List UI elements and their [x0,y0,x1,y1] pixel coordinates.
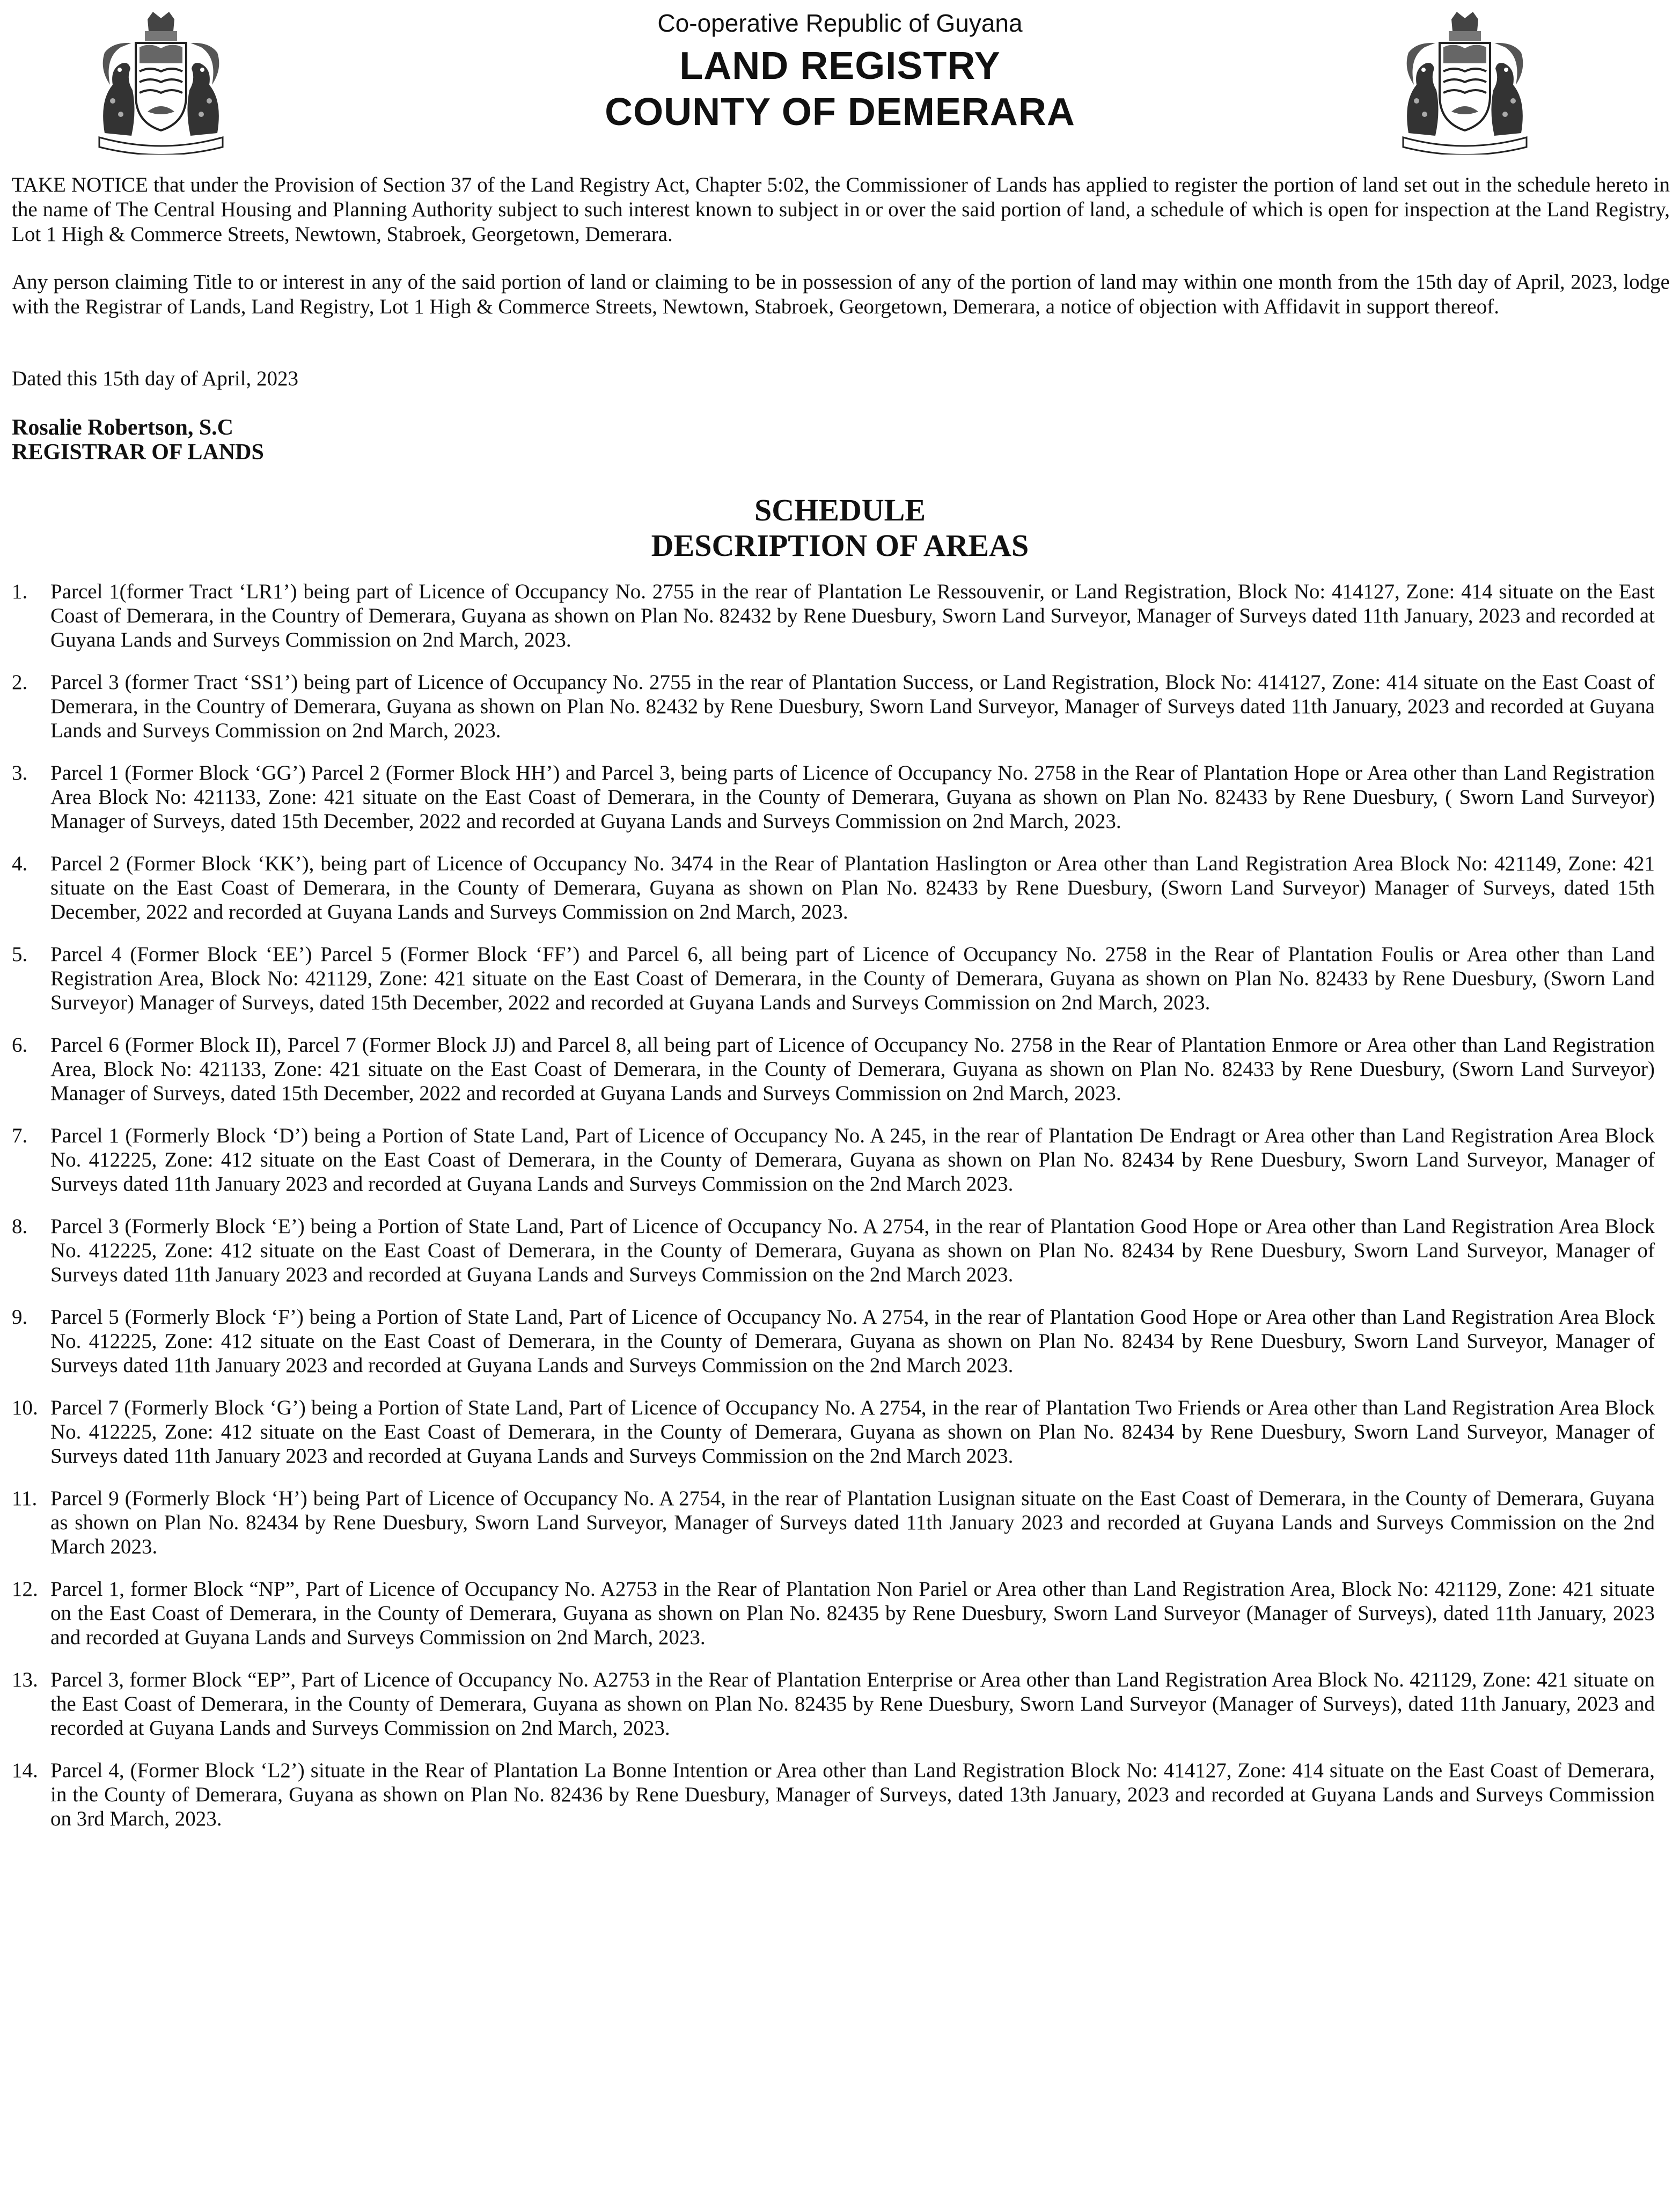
item-number: 2. [12,671,28,694]
item-number: 4. [12,852,28,875]
schedule-item [0,1305,1655,1377]
item-number: 8. [12,1215,28,1238]
notice-paragraph-2: Any person claiming Title to or interest in any of the said portion of land or claiming to be in possession of any of the portion of land may within one month from the 15th day of April, 2023, lodge with the Registrar of Lands, Land Registry, Lot 1 High & Commerce Streets, Newtown, Stabroek, Georgetown, Demerara, a notice of objection with Affidavit in support thereof. [12,270,1670,318]
registry-heading: LAND REGISTRY [679,45,1001,87]
coat-of-arms-right-image [1392,10,1537,155]
county-heading: COUNTY OF DEMERARA [605,91,1075,134]
schedule-item [0,1214,1655,1287]
schedule-item [0,942,1655,1015]
item-text: Parcel 1(former Tract ‘LR1’) being part of Licence of Occupancy No. 2755 in the rear of Plantation Le Ressouvenir, or Land Registration, Block No: 414127, Zone: 414 situate on the East Coast of Demerara, in the Country of Demerara, Guyana as shown on Plan No. 82432 by Rene Duesbury, Sworn Land Surveyor, Manager of Surveys dated 11th January, 2023 and recorded at Guyana Lands and Surveys Commission on 2nd March, 2023. [50,580,1655,651]
schedule-item [0,1396,1655,1468]
item-number: 14. [12,1759,38,1782]
item-number: 6. [12,1033,28,1057]
item-text: Parcel 3 (former Tract ‘SS1’) being part of Licence of Occupancy No. 2755 in the rear of Plantation Success, or Land Registration, Block No: 414127, Zone: 414 situate on the East Coast of Demerara, in the Country of Demerara, Guyana as shown on Plan No. 82432 by Rene Duesbury, Sworn Land Surveyor, Manager of Surveys dated 11th January, 2023 and recorded at Guyana Lands and Surveys Commission on 2nd March, 2023. [50,671,1655,742]
item-number: 13. [12,1668,38,1691]
signer-title: REGISTRAR OF LANDS [12,440,264,465]
schedule-item [0,1124,1655,1196]
item-text: Parcel 1 (Former Block ‘GG’) Parcel 2 (Former Block HH’) and Parcel 3, being parts of Licence of Occupancy No. 2758 in the Rear of Plantation Hope or Area other than Land Registration Area Block No: 421133, Zone: 421 situate on the East Coast of Demerara, in the County of Demerara, Guyana as shown on Plan No. 82433 by Rene Duesbury, ( Sworn Land Surveyor) Manager of Surveys, dated 15th December, 2022 and recorded at Guyana Lands and Surveys Commission on 2nd March, 2023. [50,761,1655,833]
item-text: Parcel 1 (Formerly Block ‘D’) being a Portion of State Land, Part of Licence of Occupancy No. A 245, in the rear of Plantation De Endragt or Area other than Land Registration Area Block No. 412225, Zone: 412 situate on the East Coast of Demerara, in the County of Demerara, Guyana as shown on Plan No. 82434 by Rene Duesbury, Sworn Land Surveyor, Manager of Surveys dated 11th January 2023 and recorded at Guyana Lands and Surveys Commission on the 2nd March 2023. [50,1124,1655,1195]
schedule-list [0,580,1680,1849]
notice-paragraph-1: TAKE NOTICE that under the Provision of Section 37 of the Land Registry Act, Chapter 5:02, the Commissioner of Lands has applied to register the portion of land set out in the schedule hereto in the name of The Central Housing and Planning Authority subject to such interest known to subject in or over the said portion of land, a schedule of which is open for inspection at the Land Registry, Lot 1 High & Commerce Streets, Newtown, Stabroek, Georgetown, Demerara. [12,173,1670,246]
schedule-item [0,1486,1655,1559]
item-text: Parcel 4, (Former Block ‘L2’) situate in the Rear of Plantation La Bonne Intention or Area other than Land Registration Block No: 414127, Zone: 414 situate on the East Coast of Demerara, in the County of Demerara, Guyana as shown on Plan No. 82436 by Rene Duesbury, Manager of Surveys, dated 13th January, 2023 and recorded at Guyana Lands and Surveys Commission on 3rd March, 2023. [50,1759,1655,1830]
item-text: Parcel 5 (Formerly Block ‘F’) being a Portion of State Land, Part of Licence of Occupancy No. A 2754, in the rear of Plantation Good Hope or Area other than Land Registration Area Block No. 412225, Zone: 412 situate on the East Coast of Demerara, in the County of Demerara, Guyana as shown on Plan No. 82434 by Rene Duesbury, Sworn Land Surveyor, Manager of Surveys dated 11th January 2023 and recorded at Guyana Lands and Surveys Commission on the 2nd March 2023. [50,1305,1655,1377]
item-text: Parcel 7 (Formerly Block ‘G’) being a Portion of State Land, Part of Licence of Occupancy No. A 2754, in the rear of Plantation Two Friends or Area other than Land Registration Area Block No. 412225, Zone: 412 situate on the East Coast of Demerara, in the County of Demerara, Guyana as shown on Plan No. 82434 by Rene Duesbury, Sworn Land Surveyor, Manager of Surveys dated 11th January 2023 and recorded at Guyana Lands and Surveys Commission on the 2nd March 2023. [50,1396,1655,1468]
item-text: Parcel 6 (Former Block II), Parcel 7 (Former Block JJ) and Parcel 8, all being part of Licence of Occupancy No. 2758 in the Rear of Plantation Enmore or Area other than Land Registration Area, Block No: 421133, Zone: 421 situate on the East Coast of Demerara, in the County of Demerara, Guyana as shown on Plan No. 82433 by Rene Duesbury, (Sworn Land Surveyor) Manager of Surveys, dated 15th December, 2022 and recorded at Guyana Lands and Surveys Commission on 2nd March, 2023. [50,1033,1655,1105]
item-text: Parcel 2 (Former Block ‘KK’), being part of Licence of Occupancy No. 3474 in the Rear of Plantation Haslington or Area other than Land Registration Area Block No: 421149, Zone: 421 situate on the East Coast of Demerara, in the County of Demerara, Guyana as shown on Plan No. 82433 by Rene Duesbury, (Sworn Land Surveyor) Manager of Surveys, dated 15th December, 2022 and recorded at Guyana Lands and Surveys Commission on 2nd March, 2023. [50,852,1655,923]
schedule-subtitle: DESCRIPTION OF AREAS [651,528,1029,563]
coat-of-arms-right [1392,10,1537,155]
item-text: Parcel 3, former Block “EP”, Part of Licence of Occupancy No. A2753 in the Rear of Plantation Enterprise or Area other than Land Registration Area Block No. 421129, Zone: 421 situate on the East Coast of Demerara, in the County of Demerara, Guyana as shown on Plan No. 82435 by Rene Duesbury, Sworn Land Surveyor (Manager of Surveys), dated 11th January, 2023 and recorded at Guyana Lands and Surveys Commission on 2nd March, 2023. [50,1668,1655,1740]
schedule-item [0,670,1655,743]
schedule-item [0,1668,1655,1740]
signer-name: Rosalie Robertson, S.C [12,415,234,440]
item-number: 5. [12,943,28,966]
schedule-item [0,1033,1655,1105]
item-text: Parcel 4 (Former Block ‘EE’) Parcel 5 (Former Block ‘FF’) and Parcel 6, all being part of Licence of Occupancy No. 2758 in the Rear of Plantation Foulis or Area other than Land Registration Area, Block No: 421129, Zone: 421 situate on the East Coast of Demerara, in the County of Demerara, Guyana as shown on Plan No. 82433 by Rene Duesbury, (Sworn Land Surveyor) Manager of Surveys, dated 15th December, 2022 and recorded at Guyana Lands and Surveys Commission on 2nd March, 2023. [50,943,1655,1014]
header [0,0,1680,150]
schedule-item [0,1758,1655,1831]
item-number: 1. [12,580,28,603]
schedule-item [0,761,1655,833]
item-number: 11. [12,1487,38,1510]
item-number: 7. [12,1124,28,1147]
item-number: 10. [12,1396,38,1419]
dated-line: Dated this 15th day of April, 2023 [12,367,299,390]
item-text: Parcel 9 (Formerly Block ‘H’) being Part of Licence of Occupancy No. A 2754, in the rear of Plantation Lusignan situate on the East Coast of Demerara, in the County of Demerara, Guyana as shown on Plan No. 82434 by Rene Duesbury, Sworn Land Surveyor, Manager of Surveys dated 11th January 2023 and recorded at Guyana Lands and Surveys Commission on the 2nd March 2023. [50,1487,1655,1558]
schedule-item [0,852,1655,924]
item-text: Parcel 3 (Formerly Block ‘E’) being a Portion of State Land, Part of Licence of Occupancy No. A 2754, in the rear of Plantation Good Hope or Area other than Land Registration Area Block No. 412225, Zone: 412 situate on the East Coast of Demerara, in the County of Demerara, Guyana as shown on Plan No. 82434 by Rene Duesbury, Sworn Land Surveyor, Manager of Surveys dated 11th January 2023 and recorded at Guyana Lands and Surveys Commission on the 2nd March 2023. [50,1215,1655,1286]
item-text: Parcel 1, former Block “NP”, Part of Licence of Occupancy No. A2753 in the Rear of Plantation Non Pariel or Area other than Land Registration Area, Block No: 421129, Zone: 421 situate on the East Coast of Demerara, in the County of Demerara, Guyana as shown on Plan No. 82435 by Rene Duesbury, Sworn Land Surveyor (Manager of Surveys), dated 11th January, 2023 and recorded at Guyana Lands and Surveys Commission on 2nd March, 2023. [50,1578,1655,1649]
item-number: 3. [12,761,28,784]
item-number: 9. [12,1305,28,1329]
schedule-title: SCHEDULE [754,493,926,527]
schedule-item [0,580,1655,652]
schedule-item [0,1577,1655,1649]
republic-heading: Co-operative Republic of Guyana [657,9,1023,37]
item-number: 12. [12,1578,38,1601]
